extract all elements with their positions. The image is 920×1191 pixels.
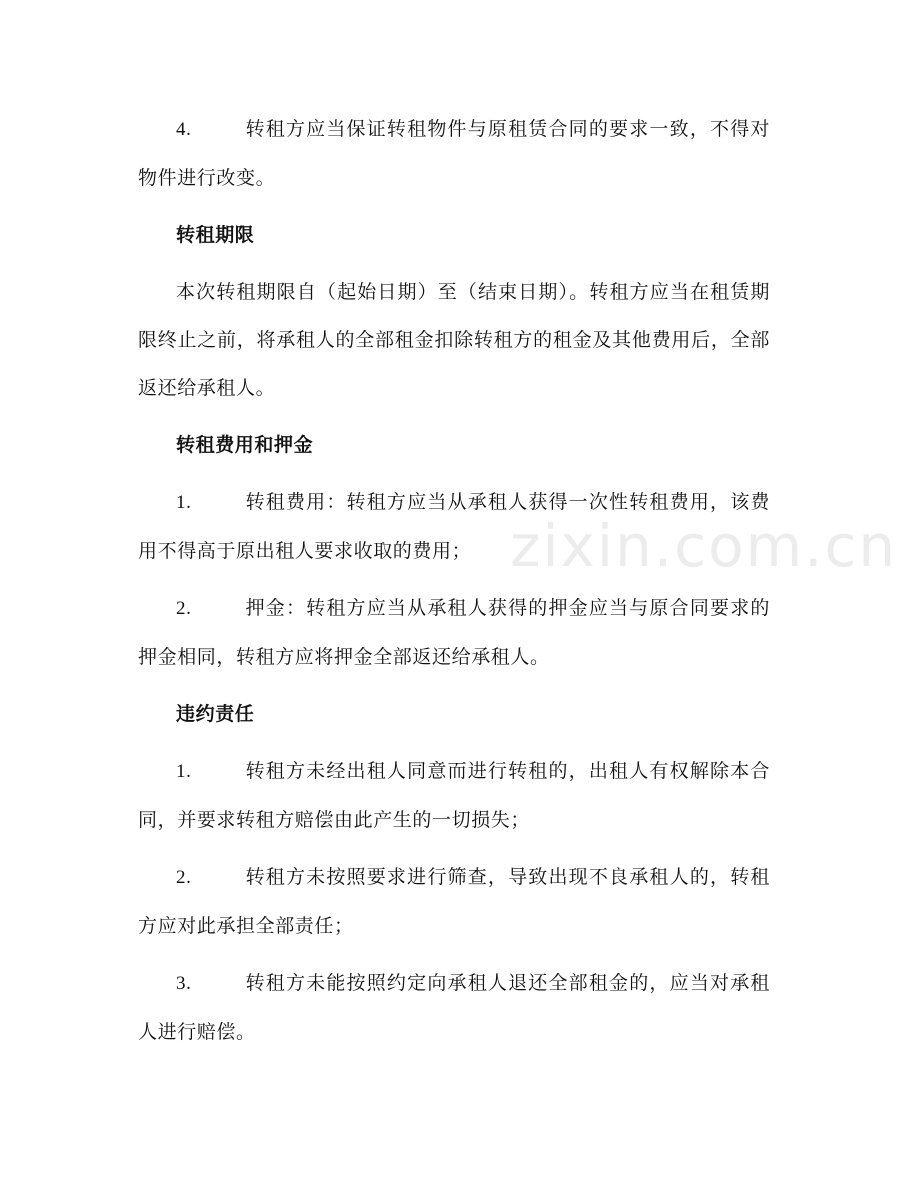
item-text: 转租费用：转租方应当从承租人获得一次性转租费用，该费用不得高于原出租人要求收取的费用；	[138, 491, 770, 562]
clause-number: 4.	[176, 119, 192, 140]
clause-text: 转租方应当保证转租物件与原租赁合同的要求一致，不得对物件进行改变。	[138, 118, 770, 189]
item-text: 转租方未经出租人同意而进行转租的，出租人有权解除本合同，并要求转租方赔偿由此产生的一切损失；	[138, 760, 770, 831]
section-heading-fees: 转租费用和押金	[176, 434, 314, 456]
term-paragraph: 本次转租期限自（起始日期）至（结束日期）。转租方应当在租赁期限终止之前，将承租人的全部租金扣除转租方的租金及其他费用后，全部返还给承租人。	[138, 281, 770, 399]
liability-item-3	[138, 959, 770, 1056]
item-text: 转租方未能按照约定向承租人退还全部租金的，应当对承租人进行赔偿。	[138, 972, 770, 1043]
item-number: 2.	[176, 867, 192, 888]
liability-item-2	[138, 853, 770, 950]
document-body	[138, 105, 770, 1065]
item-number: 2.	[176, 598, 192, 619]
section-heading-term: 转租期限	[176, 224, 255, 246]
item-text: 押金：转租方应当从承租人获得的押金应当与原合同要求的押金相同，转租方应将押金全部返还给承租人。	[138, 597, 770, 668]
fees-item-2	[138, 584, 770, 681]
liability-item-1	[138, 747, 770, 844]
item-number: 1.	[176, 492, 192, 513]
clause-4	[138, 105, 770, 202]
item-number: 1.	[176, 761, 192, 782]
item-number: 3.	[176, 973, 192, 994]
fees-item-1	[138, 478, 770, 575]
section-heading-liability: 违约责任	[176, 703, 255, 725]
watermark: zixin.com.cn	[510, 512, 898, 580]
item-text: 转租方未按照要求进行筛查，导致出现不良承租人的，转租方应对此承担全部责任；	[138, 866, 770, 937]
